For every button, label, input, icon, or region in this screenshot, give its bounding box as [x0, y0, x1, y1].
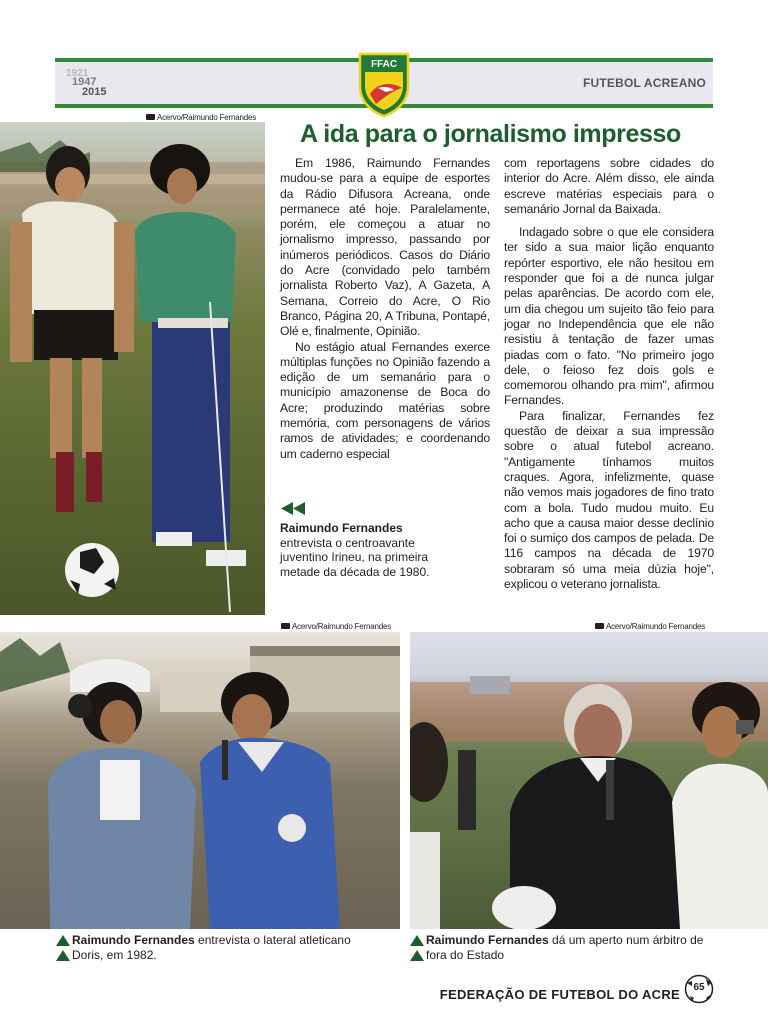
caption-top-line-3: metade da década de 1980. — [280, 564, 430, 579]
camera-icon — [146, 114, 155, 120]
year-main: 2015 — [82, 86, 107, 98]
caption-br-text-2: fora do Estado — [426, 948, 505, 962]
article-headline: A ida para o jornalismo impresso — [300, 120, 681, 148]
article-column-2 — [504, 156, 714, 592]
photo-credit-bottom-right: Acervo/Raimundo Fernandes — [595, 622, 705, 631]
caption-br-name: Raimundo Fernandes — [426, 933, 549, 947]
page-number: 65 — [693, 982, 705, 993]
caption-top-line-1: entrevista o centroavante — [280, 535, 415, 550]
ffac-crest-icon — [356, 52, 412, 118]
section-title: FUTEBOL ACREANO — [583, 76, 706, 90]
year-faded: 1921 — [66, 68, 89, 79]
rewind-arrows-icon — [281, 502, 305, 515]
photo-credit-bottom-left: Acervo/Raimundo Fernandes — [281, 622, 391, 631]
triangle-marker-icon — [56, 935, 70, 946]
caption-top-name: Raimundo Fernandes — [280, 521, 403, 535]
triangle-marker-icon — [56, 950, 70, 961]
anniversary-years — [66, 66, 126, 100]
photo-referee-handshake — [410, 632, 768, 929]
crest-text: FFAC — [370, 59, 398, 70]
caption-bottom-right — [410, 933, 730, 963]
triangle-marker-icon — [410, 950, 424, 961]
paragraph-3: Indagado sobre o que ele considera ter sido a sua maior lição enquanto repórter esportivo, ele não hesitou em responder que foi a de nunca julgar pelas aparências. De acordo com ele, um dia chegou um sujeito tão feio para jogar no Independência que ele não resistiu à tentação de fazer umas piadas com o fato. "No primeiro jogo dele, o feioso fez dois gols e comemorou olhando pra mim", afirmou Fernandes. — [504, 225, 714, 408]
caption-br-text-1: dá um aperto num árbitro de — [548, 933, 704, 947]
photo-interview-lateral — [0, 632, 400, 929]
footer-organization: FEDERAÇÃO DE FUTEBOL DO ACRE — [439, 987, 680, 1002]
paragraph-2: No estágio atual Fernandes exerce múltiplas funções no Opinião fazendo a edição de um semanário para o município amazonense de Boca do Acre; produzindo matérias sobre memória, com personagens de vários ramos de atividades; e coordenando um caderno especial — [280, 339, 490, 461]
triangle-marker-icon — [410, 935, 424, 946]
photo-interview-field — [0, 122, 265, 615]
caption-top-line-2: juventino Irineu, na primeira — [280, 550, 429, 564]
year-mid: 1947 — [72, 76, 97, 88]
camera-icon — [595, 623, 604, 629]
caption-top-photo — [280, 521, 480, 579]
caption-bl-name: Raimundo Fernandes — [72, 933, 195, 947]
paragraph-1: Em 1986, Raimundo Fernandes mudou-se para a equipe de esportes da Rádio Difusora Acreana, onde permanece até hoje. Paralelamente, porém, ele começou a atuar no jornalismo impresso, passando por inúmeros periódicos. Casos do Diário do Acre (convidado pelo também jornalista Roberto Vaz), A Gazeta, A Semana, Correio do Acre, O Rio Branco, Página 20, A Tribuna, Pontapé, Olé e, finalmente, Opinião. — [280, 156, 490, 339]
caption-bl-text-1: entrevista o lateral atleticano — [194, 933, 351, 947]
paragraph-continuation: com reportagens sobre cidades do interior do Acre. Além disso, ele ainda escreve matérias especiais para o semanário Jornal da Baixada. — [504, 156, 714, 216]
paragraph-4: Para finalizar, Fernandes fez questão de deixar a sua impressão sobre o atual futebol acreano. "Antigamente tínhamos muitos craques. Agora, infelizmente, quase não vemos mais jogadores de fino trato com a bola. Tudo mudou muito. Eu acho que a causa maior desse declínio foi o sumiço dos campos de pelada. De 116 campos na década de 1970 sobraram só uma meia dúzia hoje", explicou o veterano jornalista. — [504, 408, 714, 592]
photo-credit-top: Acervo/Raimundo Fernandes — [146, 113, 256, 122]
camera-icon — [281, 623, 290, 629]
caption-bl-text-2: Doris, em 1982. — [72, 948, 157, 962]
caption-bottom-left — [56, 933, 376, 963]
article-column-1 — [280, 156, 490, 462]
